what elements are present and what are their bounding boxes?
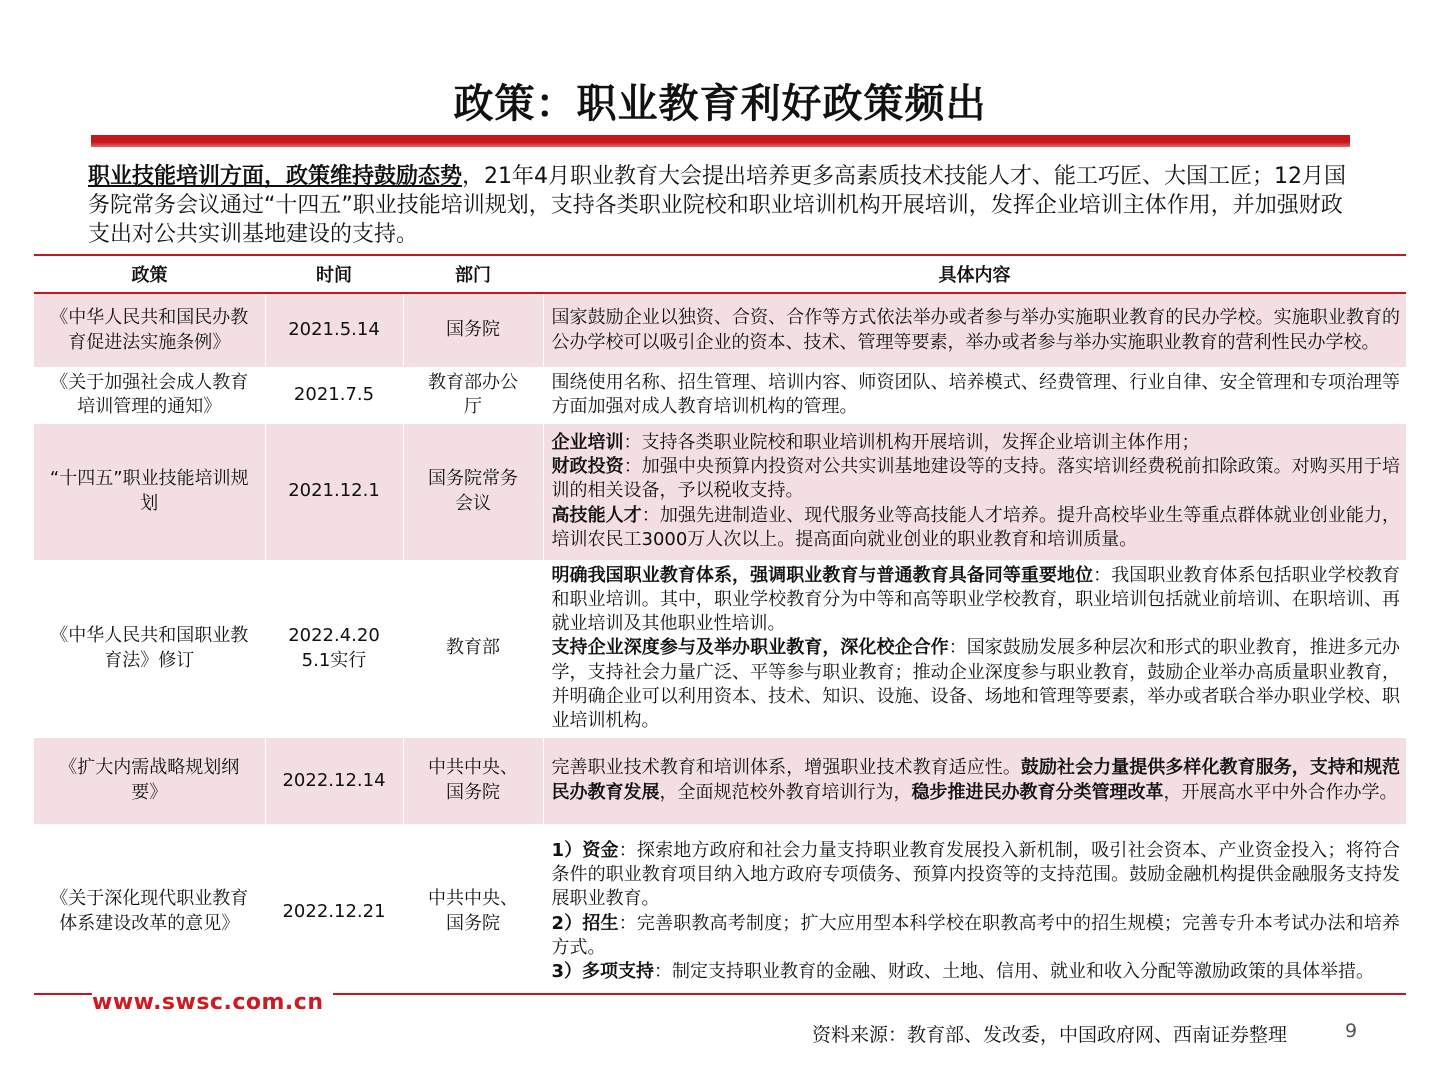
content-text: ：加强中央预算内投资对公共实训基地建设等的支持。落实培训经费税前扣除政策。对购买用于培训的相关设备，予以税收支持。 — [551, 456, 1400, 502]
content-text: 完善职业技术教育和培训体系，增强职业技术教育适应性。 — [551, 757, 1021, 779]
cell-content — [543, 424, 1406, 560]
intro-text: ，21年4月职业教育大会提出培养更多高素质技术技能人才、能工巧匠、大国工匠；12月国务院常务会议通过“十四五”职业技能培训规划，支持各类职业院校和职业培训机构开展培训，发挥企业培训主体作用，并加强财政支出对公共实训基地建设的支持。 — [88, 164, 1347, 247]
content-paragraph — [552, 371, 1401, 420]
cell-policy: 《中华人民共和国职业教育法》修订 — [50, 625, 249, 671]
content-emphasis: 支持企业深度参与及举办职业教育，深化校企合作 — [551, 637, 949, 659]
content-paragraph — [552, 960, 1401, 984]
content-paragraph — [552, 431, 1401, 455]
table-body — [34, 293, 1406, 1000]
policy-table — [34, 256, 1406, 1000]
website-url: www.swsc.com.cn — [92, 990, 333, 1015]
content-text: ：制定支持职业教育的金融、财政、土地、信用、就业和收入分配等激励政策的具体举措。 — [654, 961, 1375, 983]
content-paragraph — [552, 756, 1401, 805]
table-row — [34, 424, 1406, 560]
cell-content — [543, 824, 1406, 1000]
content-paragraph — [552, 504, 1401, 553]
content-emphasis: 企业培训 — [551, 431, 624, 453]
cell-content — [543, 293, 1406, 367]
cell-policy: 《扩大内需战略规划纲要》 — [34, 738, 265, 824]
header-dept: 部门 — [403, 256, 543, 293]
page-number: 9 — [1345, 1020, 1358, 1042]
cell-dept: 国务院常务会议 — [403, 424, 543, 560]
cell-date: 2021.7.5 — [265, 367, 403, 424]
header-content: 具体内容 — [543, 256, 1406, 293]
intro-paragraph — [88, 162, 1350, 249]
content-text: ：支持各类职业院校和职业培训机构开展培训，发挥企业培训主体作用； — [623, 431, 1200, 453]
content-paragraph — [552, 912, 1401, 961]
cell-date: 2021.5.14 — [265, 293, 403, 367]
content-emphasis: 3）多项支持 — [551, 961, 655, 983]
policy-table-container — [34, 254, 1406, 1000]
cell-policy: “十四五”职业技能培训规划 — [34, 424, 265, 560]
content-text: 国家鼓励企业以独资、合资、合作等方式依法举办或者参与举办实施职业教育的民办学校。实施职业教育的公办学校可以吸引企业的资本、技术、管理等要素，举办或者参与举办实施职业教育的营利性民办学校。 — [551, 307, 1400, 353]
cell-content — [543, 560, 1406, 738]
content-text: ：加强先进制造业、现代服务业等高技能人才培养。提升高校毕业生等重点群体就业创业能力，培训农民工3000万人次以上。提高面向就业创业的职业教育和培训质量。 — [551, 504, 1401, 551]
title-underline-bar — [91, 135, 1350, 147]
content-text: ：国家鼓励发展多种层次和形式的职业教育，推进多元办学，支持社会力量广泛、平等参与职业教育；推动企业深度参与职业教育，鼓励企业举办高质量职业教育，并明确企业可以利用资本、技术、知识、设施、设备、场地和管理等要素，举办或者联合举办职业学校、职业培训机构。 — [551, 637, 1401, 732]
content-text: ，全面规范校外教育培训行为， — [659, 781, 912, 803]
page-title: 政策：职业教育利好政策频出 — [453, 81, 987, 127]
content-paragraph — [552, 564, 1401, 637]
content-text: ，开展高水平中外合作办学。 — [1163, 781, 1398, 803]
header-policy: 政策 — [34, 256, 265, 293]
table-row — [34, 293, 1406, 367]
cell-policy: 《中华人民共和国民办教育促进法实施条例》 — [34, 293, 265, 367]
content-paragraph — [552, 636, 1401, 733]
cell-content — [543, 738, 1406, 824]
table-row — [34, 824, 1406, 1000]
cell-dept: 教育部办公厅 — [403, 367, 543, 424]
content-emphasis: 明确我国职业教育体系，强调职业教育与普通教育具备同等重要地位 — [551, 564, 1094, 586]
content-emphasis: 2）招生 — [551, 912, 619, 934]
content-paragraph — [552, 839, 1401, 912]
content-text: ：我国职业教育体系包括职业学校教育和职业培训。其中，职业学校教育分为中等和高等职业学校教育，职业培训包括就业前培训、在职培训、再就业培训及其他职业性培训。 — [551, 564, 1401, 635]
content-paragraph — [552, 455, 1401, 504]
cell-dept: 国务院 — [403, 293, 543, 367]
cell-dept: 中共中央、国务院 — [403, 824, 543, 1000]
cell-dept: 教育部 — [403, 560, 543, 738]
cell-date: 2022.12.21 — [265, 824, 403, 1000]
cell-policy: 《关于加强社会成人教育培训管理的通知》 — [50, 372, 249, 418]
cell-dept: 中共中央、国务院 — [403, 738, 543, 824]
cell-policy: 《关于深化现代职业教育体系建设改革的意见》 — [50, 888, 249, 934]
intro-lead: 职业技能培训方面，政策维持鼓励态势 — [88, 164, 463, 189]
content-text: ：探索地方政府和社会力量支持职业教育发展投入新机制，吸引社会资本、产业资金投入；将符合条件的职业教育项目纳入地方政府专项债务、预算内投资等的支持范围。鼓励金融机构提供金融服务支持发展职业教育。 — [551, 839, 1400, 910]
content-paragraph — [552, 306, 1401, 355]
table-row — [34, 367, 1406, 424]
content-emphasis: 鼓励社会力量提供多样化教育服务，支持和规范民办教育发展 — [551, 757, 1401, 803]
table-header-row — [34, 256, 1406, 293]
content-text: ：完善职教高考制度；扩大应用型本科学校在职教高考中的招生规模；完善专升本考试办法和培养方式。 — [551, 912, 1400, 958]
content-text: 围绕使用名称、招生管理、培训内容、师资团队、培养模式、经费管理、行业自律、安全管理和专项治理等方面加强对成人教育培训机构的管理。 — [551, 372, 1400, 418]
source-note: 资料来源：教育部、发改委，中国政府网、西南证券整理 — [812, 1024, 1288, 1046]
header-date: 时间 — [265, 256, 403, 293]
cell-date: 2022.12.14 — [265, 738, 403, 824]
cell-content — [543, 367, 1406, 424]
table-row — [34, 560, 1406, 738]
content-emphasis: 高技能人才 — [551, 504, 642, 526]
content-emphasis: 1）资金 — [551, 839, 619, 861]
content-emphasis: 稳步推进民办教育分类管理改革 — [911, 781, 1164, 803]
cell-date: 2022.4.20 5.1实行 — [265, 560, 403, 738]
table-row — [34, 738, 1406, 824]
content-emphasis: 财政投资 — [551, 456, 624, 478]
cell-date: 2021.12.1 — [265, 424, 403, 560]
